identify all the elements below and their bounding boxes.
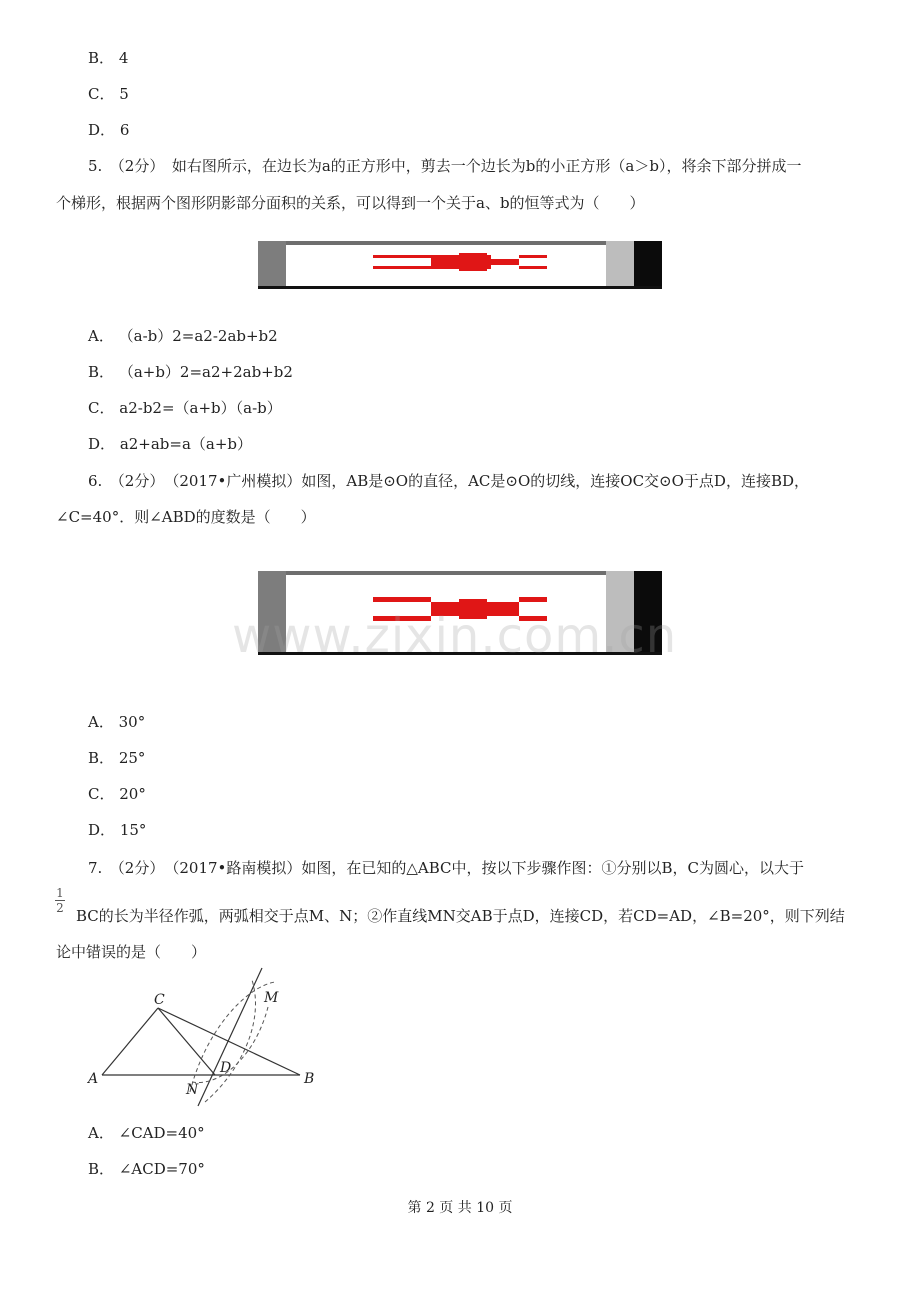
- page-footer: 第 2 页 共 10 页: [407, 1200, 513, 1216]
- red-bar: [519, 266, 547, 269]
- q7-option-a: A． ∠CAD=40°: [88, 1124, 205, 1142]
- q6-option-b: B． 25°: [88, 749, 146, 767]
- red-bar: [491, 259, 519, 265]
- q6-option-a: A． 30°: [88, 713, 146, 731]
- label-m: M: [264, 990, 279, 1006]
- red-bar: [519, 255, 547, 258]
- q7-stem-line2: BC的长为半径作弧，两弧相交于点M、N；②作直线MN交AB于点D，连接CD，若CD=AD，∠B=20°，则下列结: [76, 907, 845, 925]
- q5-option-a: A． （a-b）2=a2-2ab+b2: [88, 327, 278, 345]
- label-a: A: [88, 1071, 99, 1087]
- fraction-one-half: 1 2: [56, 886, 64, 915]
- label-b: B: [304, 1071, 315, 1087]
- q5-option-b: B． （a+b）2=a2+2ab+b2: [88, 363, 293, 381]
- red-bar: [373, 597, 431, 602]
- q5-stem-line2: 个梯形，根据两个图形阴影部分面积的关系，可以得到一个关于a、b的恒等式为（ ）: [56, 194, 645, 212]
- q6-option-d: D． 15°: [88, 821, 147, 839]
- q7-stem-line3: 论中错误的是（ ）: [56, 943, 207, 961]
- q7-option-b: B． ∠ACD=70°: [88, 1160, 205, 1178]
- red-bar: [459, 253, 487, 271]
- q7-stem-line1: 7. （2分） （2017•路南模拟）如图，在已知的△ABC中，按以下步骤作图：①分别以B，C为圆心，以大于: [88, 859, 805, 877]
- red-bar: [519, 597, 547, 602]
- q5-stem-line1: 5. （2分） 如右图所示，在边长为a的正方形中，剪去一个边长为b的小正方形（a＞b），将余下部分拼成一: [88, 157, 802, 175]
- q6-stem-line2: ∠C=40°．则∠ABD的度数是（ ）: [56, 508, 316, 526]
- q5-option-d: D． a2+ab=a（a+b）: [88, 435, 253, 453]
- label-d: D: [220, 1060, 232, 1076]
- option-c-prev: C． 5: [88, 85, 129, 103]
- watermark-text: www.zixin.com.cn: [232, 608, 678, 664]
- q6-option-c: C． 20°: [88, 785, 146, 803]
- q6-stem-line1: 6. （2分） （2017•广州模拟）如图，AB是⊙O的直径，AC是⊙O的切线，连接OC交⊙O于点D，连接BD，: [88, 472, 809, 490]
- red-bar: [373, 266, 431, 269]
- label-n: N: [186, 1082, 199, 1098]
- q5-option-c: C． a2-b2=（a+b）（a-b）: [88, 399, 282, 417]
- label-c: C: [154, 992, 165, 1008]
- option-b-prev: B． 4: [88, 49, 129, 67]
- q7-geometry-figure: [80, 962, 330, 1112]
- option-d-prev: D． 6: [88, 121, 130, 139]
- q5-figure-image: [258, 241, 662, 289]
- red-bar: [373, 255, 431, 258]
